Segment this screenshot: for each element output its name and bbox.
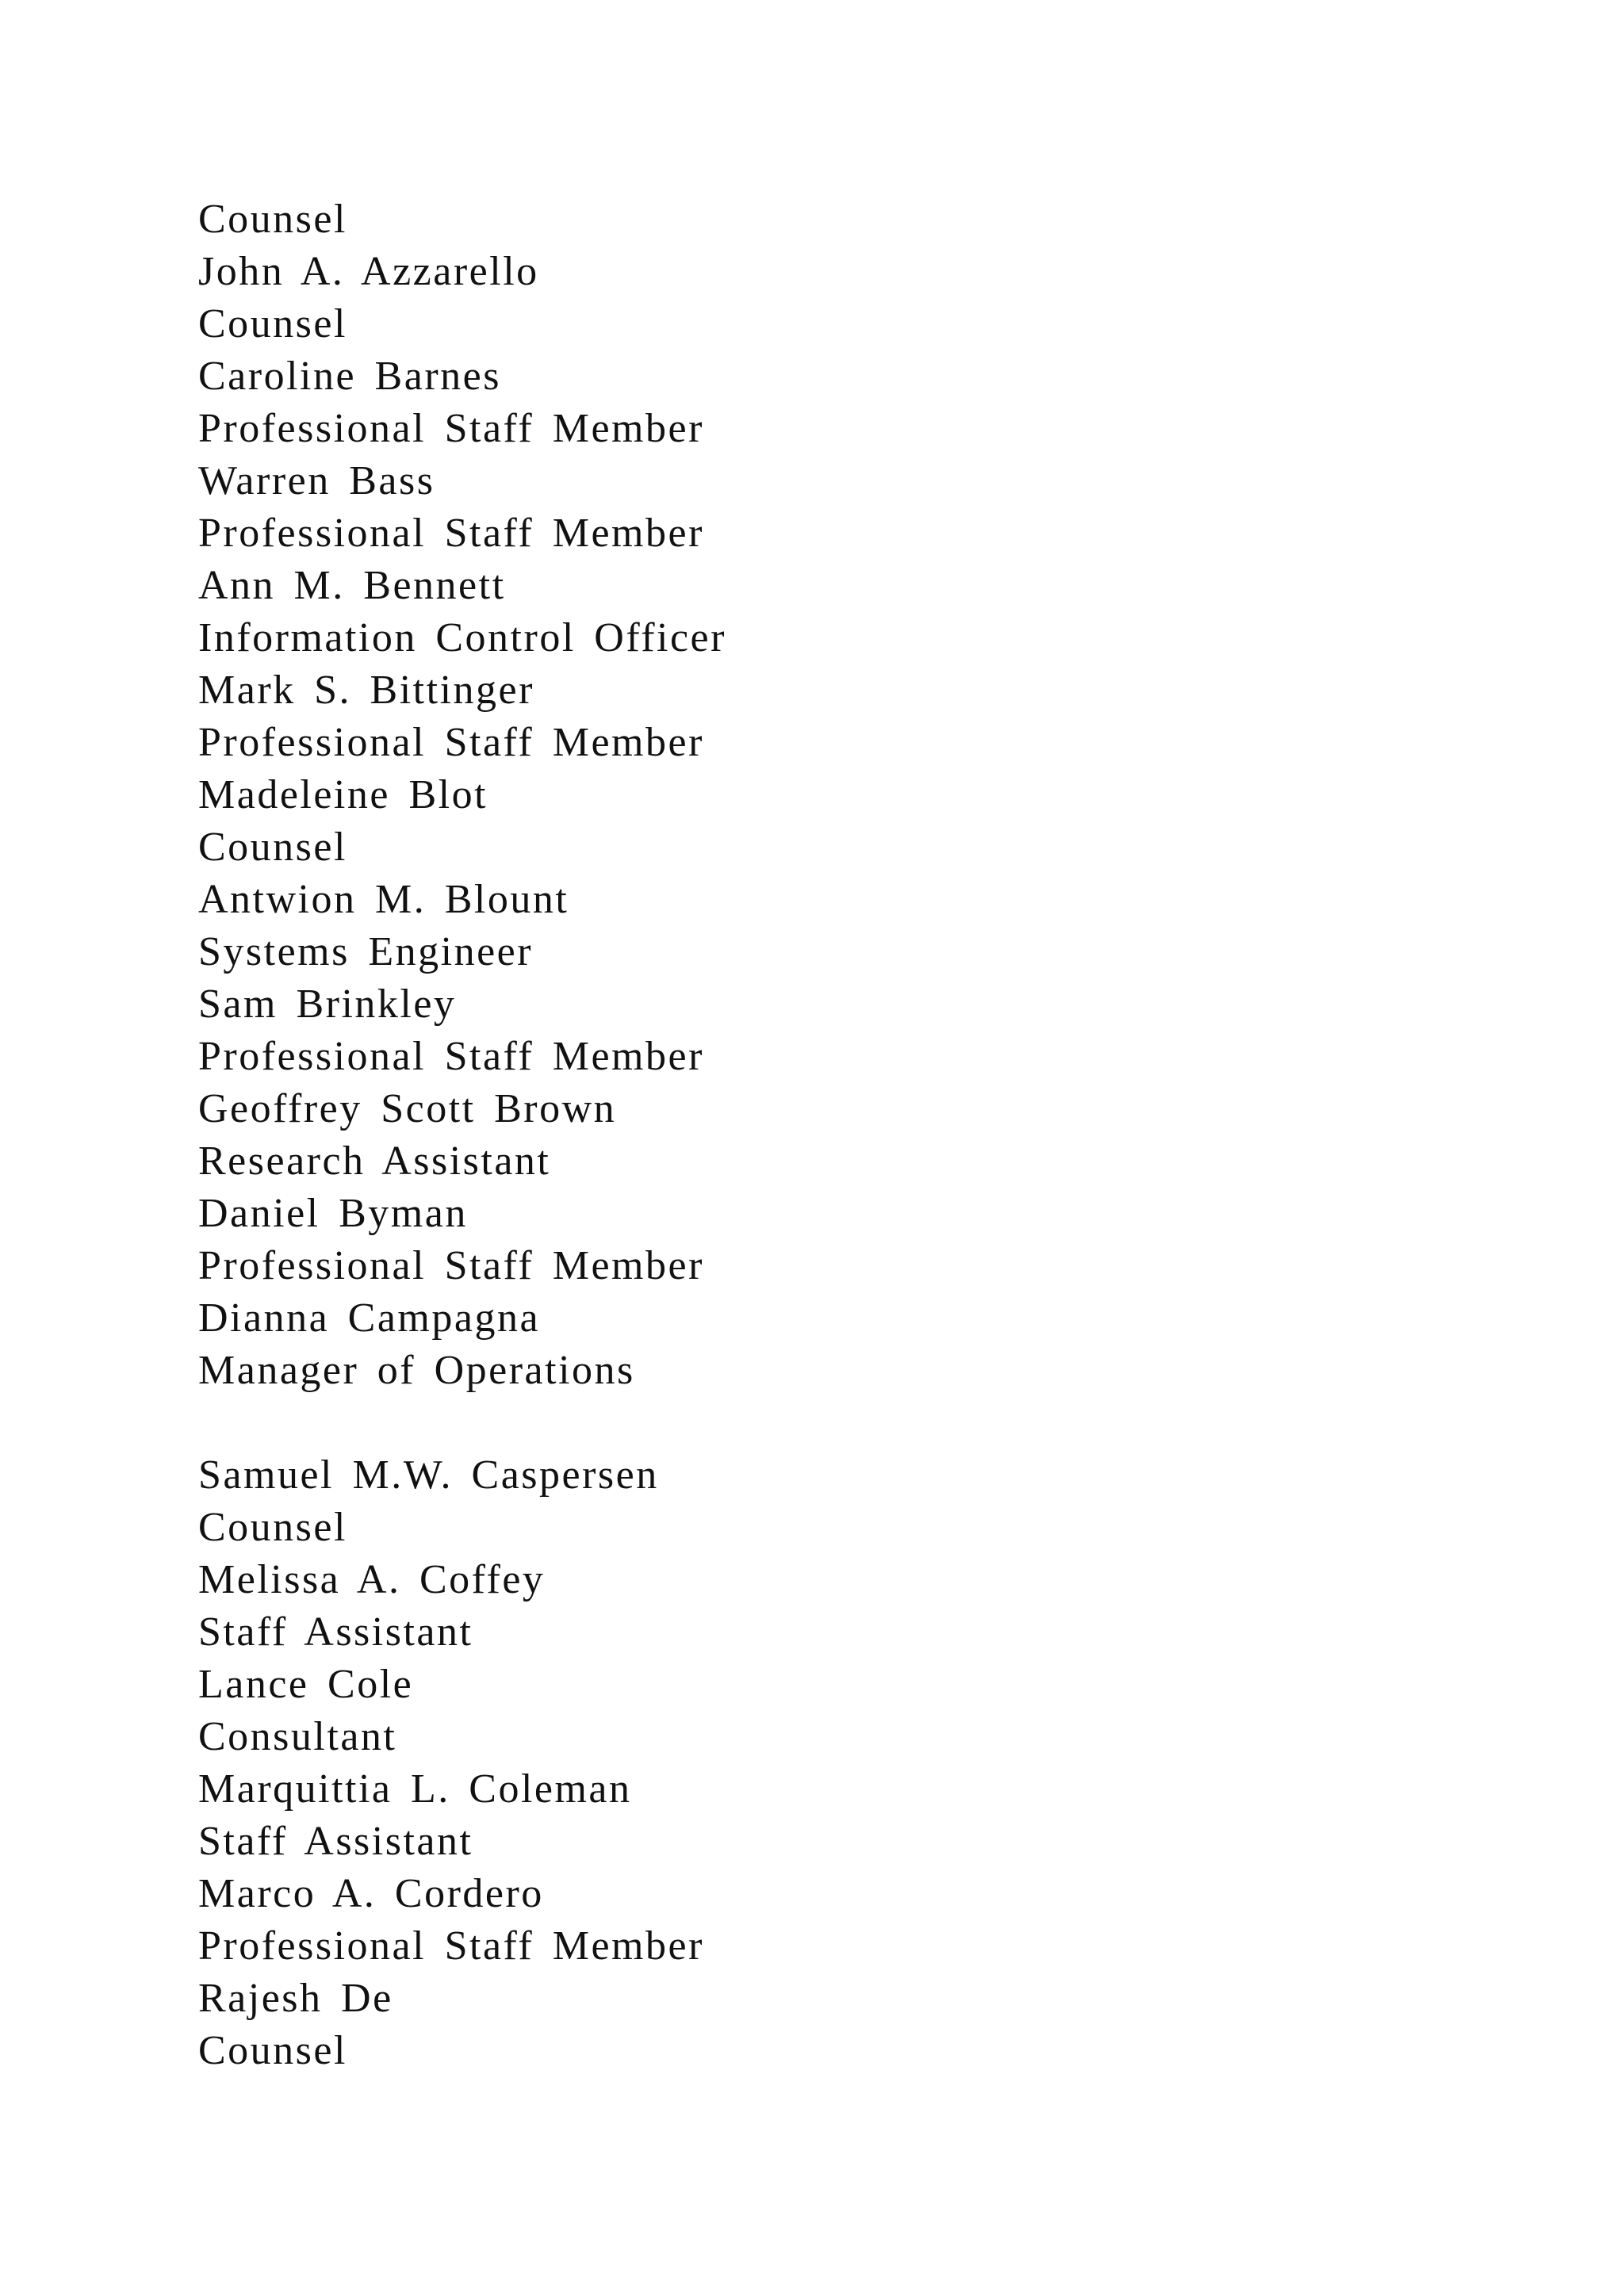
staff-line: Staff Assistant	[198, 1609, 473, 1655]
staff-list-part1	[198, 193, 726, 1397]
staff-line: Counsel	[198, 301, 347, 346]
staff-line: Caroline Barnes	[198, 354, 501, 399]
staff-line: Staff Assistant	[198, 1819, 473, 1864]
staff-line: Systems Engineer	[198, 929, 534, 974]
staff-line: Melissa A. Coffey	[198, 1557, 546, 1602]
staff-line: Counsel	[198, 2028, 347, 2073]
staff-line: Consultant	[198, 1714, 397, 1759]
staff-line: Counsel	[198, 1505, 347, 1550]
staff-line: John A. Azzarello	[198, 249, 539, 294]
section-gap	[198, 1397, 726, 1449]
staff-line: Samuel M.W. Caspersen	[198, 1452, 659, 1498]
staff-line: Professional Staff Member	[198, 406, 704, 451]
staff-line: Lance Cole	[198, 1662, 414, 1707]
staff-line: Professional Staff Member	[198, 1034, 704, 1079]
staff-line: Dianna Campagna	[198, 1295, 541, 1341]
staff-line: Geoffrey Scott Brown	[198, 1086, 617, 1131]
staff-list-part2	[198, 1449, 726, 2077]
staff-line: Marco A. Cordero	[198, 1871, 544, 1916]
staff-line: Professional Staff Member	[198, 720, 704, 765]
staff-line: Counsel	[198, 825, 347, 870]
staff-line: Counsel	[198, 197, 347, 242]
staff-line: Daniel Byman	[198, 1191, 468, 1236]
staff-line: Antwion M. Blount	[198, 877, 569, 922]
staff-line: Professional Staff Member	[198, 1243, 704, 1288]
staff-line: Mark S. Bittinger	[198, 668, 534, 713]
staff-line: Information Control Officer	[198, 615, 726, 660]
staff-line: Ann M. Bennett	[198, 563, 506, 608]
staff-line: Rajesh De	[198, 1976, 393, 2021]
staff-list	[198, 193, 726, 2077]
staff-line: Professional Staff Member	[198, 511, 704, 556]
staff-line: Professional Staff Member	[198, 1923, 704, 1969]
staff-line: Research Assistant	[198, 1138, 551, 1184]
staff-line: Warren Bass	[198, 458, 435, 503]
staff-line: Marquittia L. Coleman	[198, 1766, 632, 1812]
staff-line: Manager of Operations	[198, 1348, 635, 1393]
staff-line: Madeleine Blot	[198, 772, 488, 817]
staff-line: Sam Brinkley	[198, 982, 457, 1027]
